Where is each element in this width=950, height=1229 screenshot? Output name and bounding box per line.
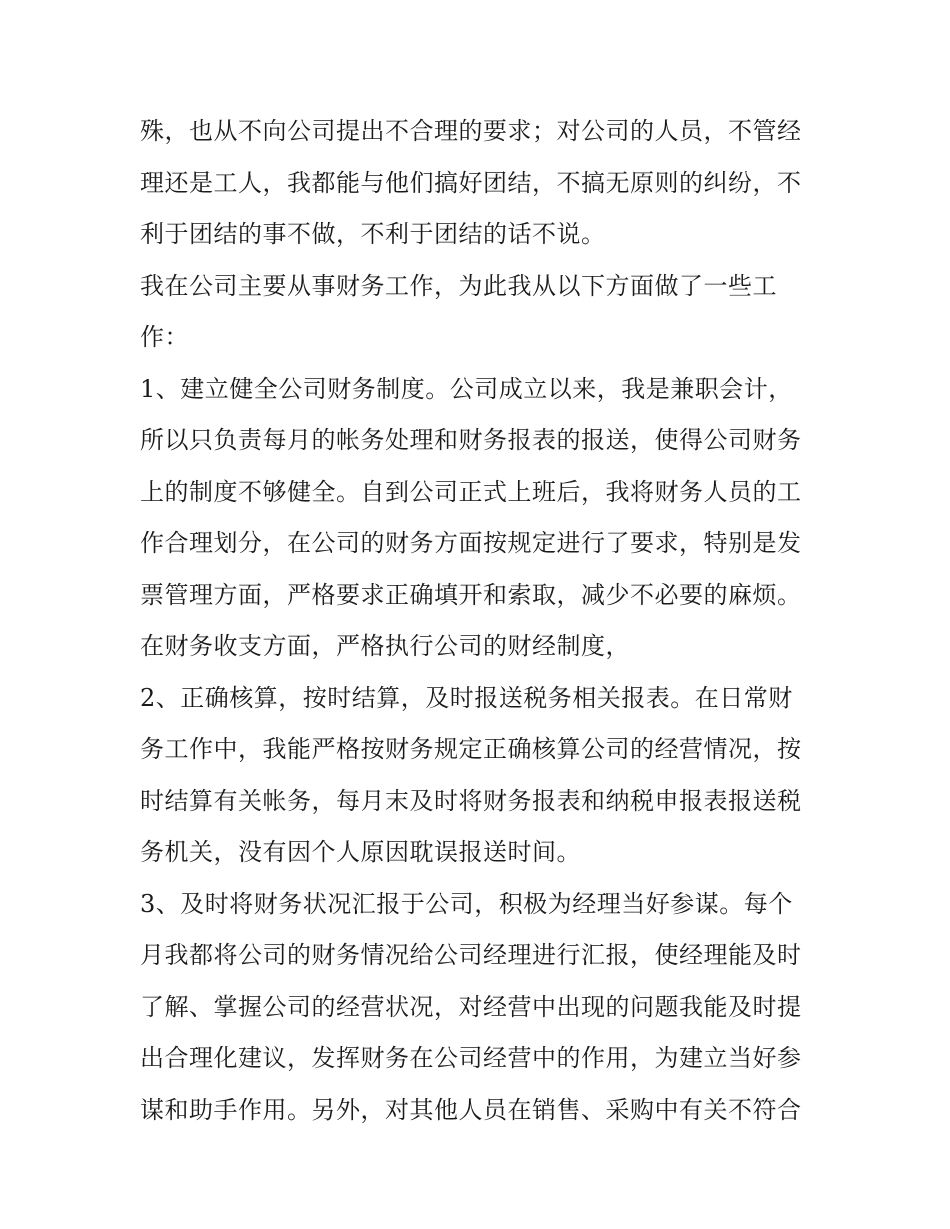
document-body [140,106,820,1136]
text-line: 票管理方面，严格要求正确填开和索取，减少不必要的麻烦。 [140,580,802,609]
text-line: 谋和助手作用。另外，对其他人员在销售、采购中有关不符合 [140,1095,802,1124]
text-line: 在财务收支方面，严格执行公司的财经制度， [140,632,630,660]
text-line: 了解、掌握公司的经营状况，对经营中出现的问题我能及时提 [140,992,802,1021]
text-line: 务工作中，我能严格按财务规定正确核算公司的经营情况，按 [140,735,802,763]
text-line: 利于团结的事不做，不利于团结的话不说。 [140,220,606,248]
text-line: 出合理化建议，发挥财务在公司经营中的作用，为建立当好参 [140,1044,802,1072]
text-line: 作合理划分，在公司的财务方面按规定进行了要求，特别是发 [140,529,802,557]
text-line: 月我都将公司的财务情况给公司经理进行汇报，使经理能及时 [140,941,802,969]
text-line: 作： [140,323,189,351]
text-line: 1、建立健全公司财务制度。公司成立以来，我是兼职会计， [140,374,793,403]
text-line: 上的制度不够健全。自到公司正式上班后，我将财务人员的工 [140,477,802,506]
text-line: 务机关，没有因个人原因耽误报送时间。 [140,838,581,866]
text-line: 所以只负责每月的帐务处理和财务报表的报送，使得公司财务 [140,426,802,454]
text-line: 殊，也从不向公司提出不合理的要求；对公司的人员，不管经 [140,117,802,145]
text-line: 理还是工人，我都能与他们搞好团结，不搞无原则的纠纷，不 [140,168,802,197]
text-line: 我在公司主要从事财务工作，为此我从以下方面做了一些工 [140,271,777,300]
text-line: 2、正确核算，按时结算，及时报送税务相关报表。在日常财 [140,683,793,712]
text-line: 时结算有关帐务，每月末及时将财务报表和纳税申报表报送税 [140,786,802,815]
text-line: 3、及时将财务状况汇报于公司，积极为经理当好参谋。每个 [140,889,793,918]
